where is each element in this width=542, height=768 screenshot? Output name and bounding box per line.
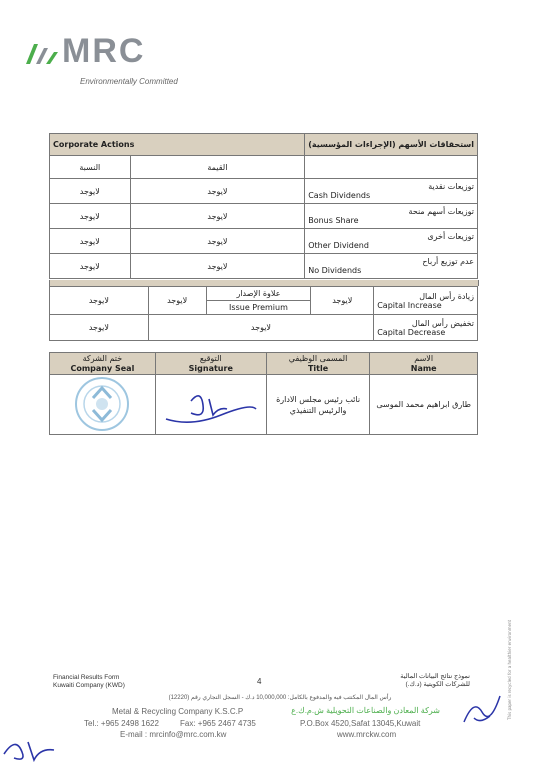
fax: Fax: +965 2467 4735 <box>180 719 256 728</box>
company-type-en: Kuwaiti Company (KWD) <box>53 682 125 689</box>
company-seal <box>50 375 156 435</box>
page-number: 4 <box>257 677 262 686</box>
telephone: Tel.: +965 2498 1622 <box>84 719 159 728</box>
form-name-ar: نموذج نتائج البيانات المالية <box>400 673 470 680</box>
footer-signature-mark <box>460 688 504 728</box>
po-box: P.O.Box 4520,Safat 13045,Kuwait <box>300 719 421 728</box>
company-seal-stamp <box>73 376 131 432</box>
signature-scribble <box>161 379 261 429</box>
table-row: لايوجد لايوجد توزيعات نقدية Cash Dividends <box>50 179 478 204</box>
name-value: طارق ابراهيم محمد الموسى <box>370 375 478 435</box>
table-row: لايوجد لايوجد توزيعات أخرى Other Dividend <box>50 229 478 254</box>
logo-tagline: Environmentally Committed <box>80 77 178 86</box>
corporate-actions-title-ar: استحقاقات الأسهم (الإجراءات المؤسسية) <box>305 134 478 156</box>
table-row: لايوجد لايوجد توزيعات أسهم منحة Bonus Share <box>50 204 478 229</box>
signature-cell <box>155 375 266 435</box>
signature-table: ختم الشركة Company Seal التوقيع Signature المسمى الوظيفي Title الاسم Name نائب رئيس مجلس الادارة والرئيس التنفيذي طارق ابراهيم محمد الموسى <box>49 352 478 435</box>
logo-text: MRC <box>62 32 146 70</box>
company-name-ar: شركة المعادن والصناعات التحويلية ش.م.ك.ع <box>291 706 440 715</box>
website: www.mrckw.com <box>337 730 397 739</box>
capital-changes-table: لايوجد لايوجد علاوة الإصدار لايوجد زيادة رأس المال Capital Increase Issue Premium لايوجد لايوجد تخفيض رأس المال Capital Decrease <box>49 286 478 341</box>
table-row: لايوجد لايوجد علاوة الإصدار لايوجد زيادة رأس المال Capital Increase <box>50 287 478 301</box>
col-header-value: القيمة <box>130 156 305 179</box>
form-name-en: Financial Results Form <box>53 674 120 681</box>
corporate-actions-table <box>49 133 478 279</box>
table-row: لايوجد لايوجد تخفيض رأس المال Capital Decrease <box>50 315 478 341</box>
recycled-paper-note: This paper is recycled for a healthier environment <box>507 619 512 720</box>
col-header-ratio: النسبة <box>50 156 131 179</box>
title-value: نائب رئيس مجلس الادارة والرئيس التنفيذي <box>266 375 370 435</box>
mrc-logo-mark <box>24 38 64 68</box>
company-name-en: Metal & Recycling Company K.S.C.P <box>112 707 244 716</box>
table-row: لايوجد لايوجد عدم توزيع أرباح No Dividends <box>50 254 478 279</box>
company-type-ar: للشركات الكويتية (د.ك.) <box>405 681 470 688</box>
email: E-mail : mrcinfo@mrc.com.kw <box>120 730 227 739</box>
corporate-actions-title-en: Corporate Actions <box>50 134 305 156</box>
capital-line: رأس المال المكتتب فيه والمدفوع بالكامل: 10,000,000 د.ك - السجل التجاري رقم (12220) <box>168 695 392 701</box>
initials-mark <box>0 730 60 766</box>
